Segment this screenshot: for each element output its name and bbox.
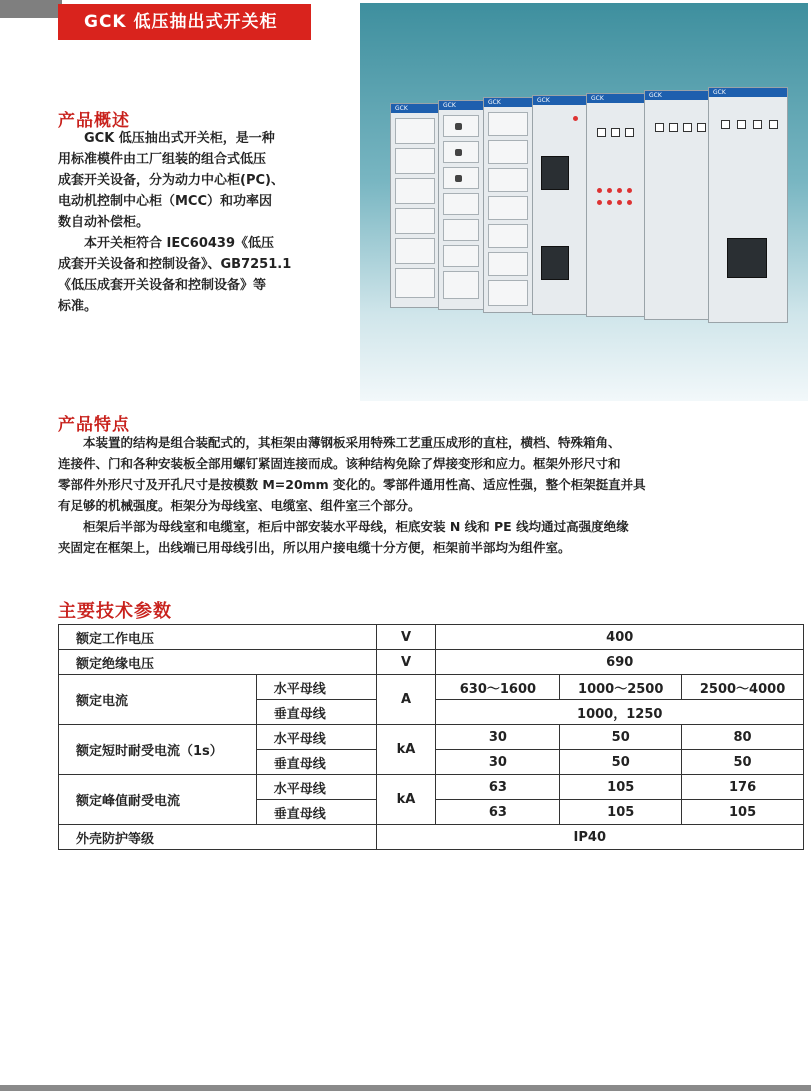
param-sublabel: 垂直母线 <box>256 750 376 775</box>
cabinet-label: GCK <box>488 99 501 106</box>
features-line: 有足够的机械强度。柜架分为母线室、电缆室、组件室三个部分。 <box>58 498 421 513</box>
param-unit: kA <box>376 725 436 775</box>
table-row <box>59 825 804 850</box>
param-value: 105 <box>560 800 682 825</box>
param-value: 50 <box>560 725 682 750</box>
table-row <box>59 725 804 750</box>
param-value: 50 <box>682 750 804 775</box>
param-value: IP40 <box>376 825 803 850</box>
cabinet-label: GCK <box>649 92 662 99</box>
param-value: 50 <box>560 750 682 775</box>
table-row <box>59 625 804 650</box>
param-value: 400 <box>436 625 804 650</box>
corner-bar <box>0 0 62 18</box>
param-unit: V <box>376 625 436 650</box>
param-unit: kA <box>376 775 436 825</box>
param-value: 80 <box>682 725 804 750</box>
param-sublabel: 水平母线 <box>256 675 376 700</box>
overview-heading: 产品概述 <box>58 111 130 131</box>
param-unit: A <box>376 675 436 725</box>
cabinet-label: GCK <box>443 102 456 109</box>
param-label: 额定峰值耐受电流 <box>59 775 257 825</box>
param-value: 30 <box>436 750 560 775</box>
features-text <box>58 432 808 558</box>
table-row <box>59 650 804 675</box>
table-row <box>59 675 804 700</box>
cabinet-label: GCK <box>395 105 408 112</box>
cabinet-label: GCK <box>591 95 604 102</box>
overview-line: 成套开关设备，分为动力中心柜(PC)、 <box>58 173 284 188</box>
spec-table <box>58 624 804 850</box>
cabinet <box>644 90 710 320</box>
param-sublabel: 水平母线 <box>256 725 376 750</box>
param-value: 63 <box>436 800 560 825</box>
page-title-banner: GCK 低压抽出式开关柜 <box>58 4 311 40</box>
overview-line: 本开关柜符合 IEC60439《低压 <box>84 236 275 251</box>
param-label: 外壳防护等级 <box>59 825 377 850</box>
param-label: 额定工作电压 <box>59 625 377 650</box>
switchgear-photo <box>360 3 808 401</box>
cabinet <box>586 93 646 317</box>
features-line: 零部件外形尺寸及开孔尺寸是按模数 M=20mm 变化的。零部件通用性高、适应性强，整个柜架挺直并具 <box>58 477 646 492</box>
param-unit: V <box>376 650 436 675</box>
overview-line: 标准。 <box>58 299 98 314</box>
cabinet <box>438 100 484 310</box>
param-sublabel: 水平母线 <box>256 775 376 800</box>
param-value: 1000，1250 <box>436 700 804 725</box>
param-value: 176 <box>682 775 804 800</box>
param-value: 630～1600 <box>436 675 560 700</box>
param-value: 2500～4000 <box>682 675 804 700</box>
param-label: 额定短时耐受电流（1s） <box>59 725 257 775</box>
cabinet <box>390 103 440 308</box>
features-line: 柜架后半部为母线室和电缆室，柜后中部安装水平母线，柜底安装 N 线和 PE 线均通过高强度绝缘 <box>83 519 629 534</box>
overview-line: 电动机控制中心柜（MCC）和功率因 <box>58 194 273 209</box>
cabinet <box>532 95 588 315</box>
overview-line: 《低压成套开关设备和控制设备》等 <box>58 278 267 293</box>
overview-line: 数自动补偿柜。 <box>58 215 150 230</box>
footer-bar <box>0 1085 811 1091</box>
param-value: 63 <box>436 775 560 800</box>
params-heading: 主要技术参数 <box>58 601 172 622</box>
features-heading: 产品特点 <box>58 415 130 435</box>
overview-text <box>58 128 348 317</box>
param-label: 额定电流 <box>59 675 257 725</box>
table-row <box>59 775 804 800</box>
param-label: 额定绝缘电压 <box>59 650 377 675</box>
cabinet-label: GCK <box>537 97 550 104</box>
param-value: 30 <box>436 725 560 750</box>
overview-line: 用标准模件由工厂组装的组合式低压 <box>58 152 267 167</box>
param-value: 105 <box>560 775 682 800</box>
overview-line: GCK 低压抽出式开关柜，是一种 <box>84 131 275 146</box>
cabinet-label: GCK <box>713 89 726 96</box>
param-value: 1000～2500 <box>560 675 682 700</box>
cabinet <box>483 97 533 313</box>
cabinet <box>708 87 788 323</box>
features-line: 本装置的结构是组合装配式的，其柜架由薄钢板采用特殊工艺重压成形的直柱，横档、特殊箱角、 <box>83 435 621 450</box>
param-value: 105 <box>682 800 804 825</box>
features-line: 连接件、门和各种安装板全部用螺钉紧固连接而成。该种结构免除了焊接变形和应力。框架外形尺寸和 <box>58 456 621 471</box>
param-sublabel: 垂直母线 <box>256 800 376 825</box>
param-sublabel: 垂直母线 <box>256 700 376 725</box>
overview-line: 成套开关设备和控制设备》、GB7251.1 <box>58 257 292 272</box>
param-value: 690 <box>436 650 804 675</box>
features-line: 夹固定在框架上，出线端已用母线引出，所以用户接电缆十分方便，柜架前半部均为组件室。 <box>58 540 571 555</box>
